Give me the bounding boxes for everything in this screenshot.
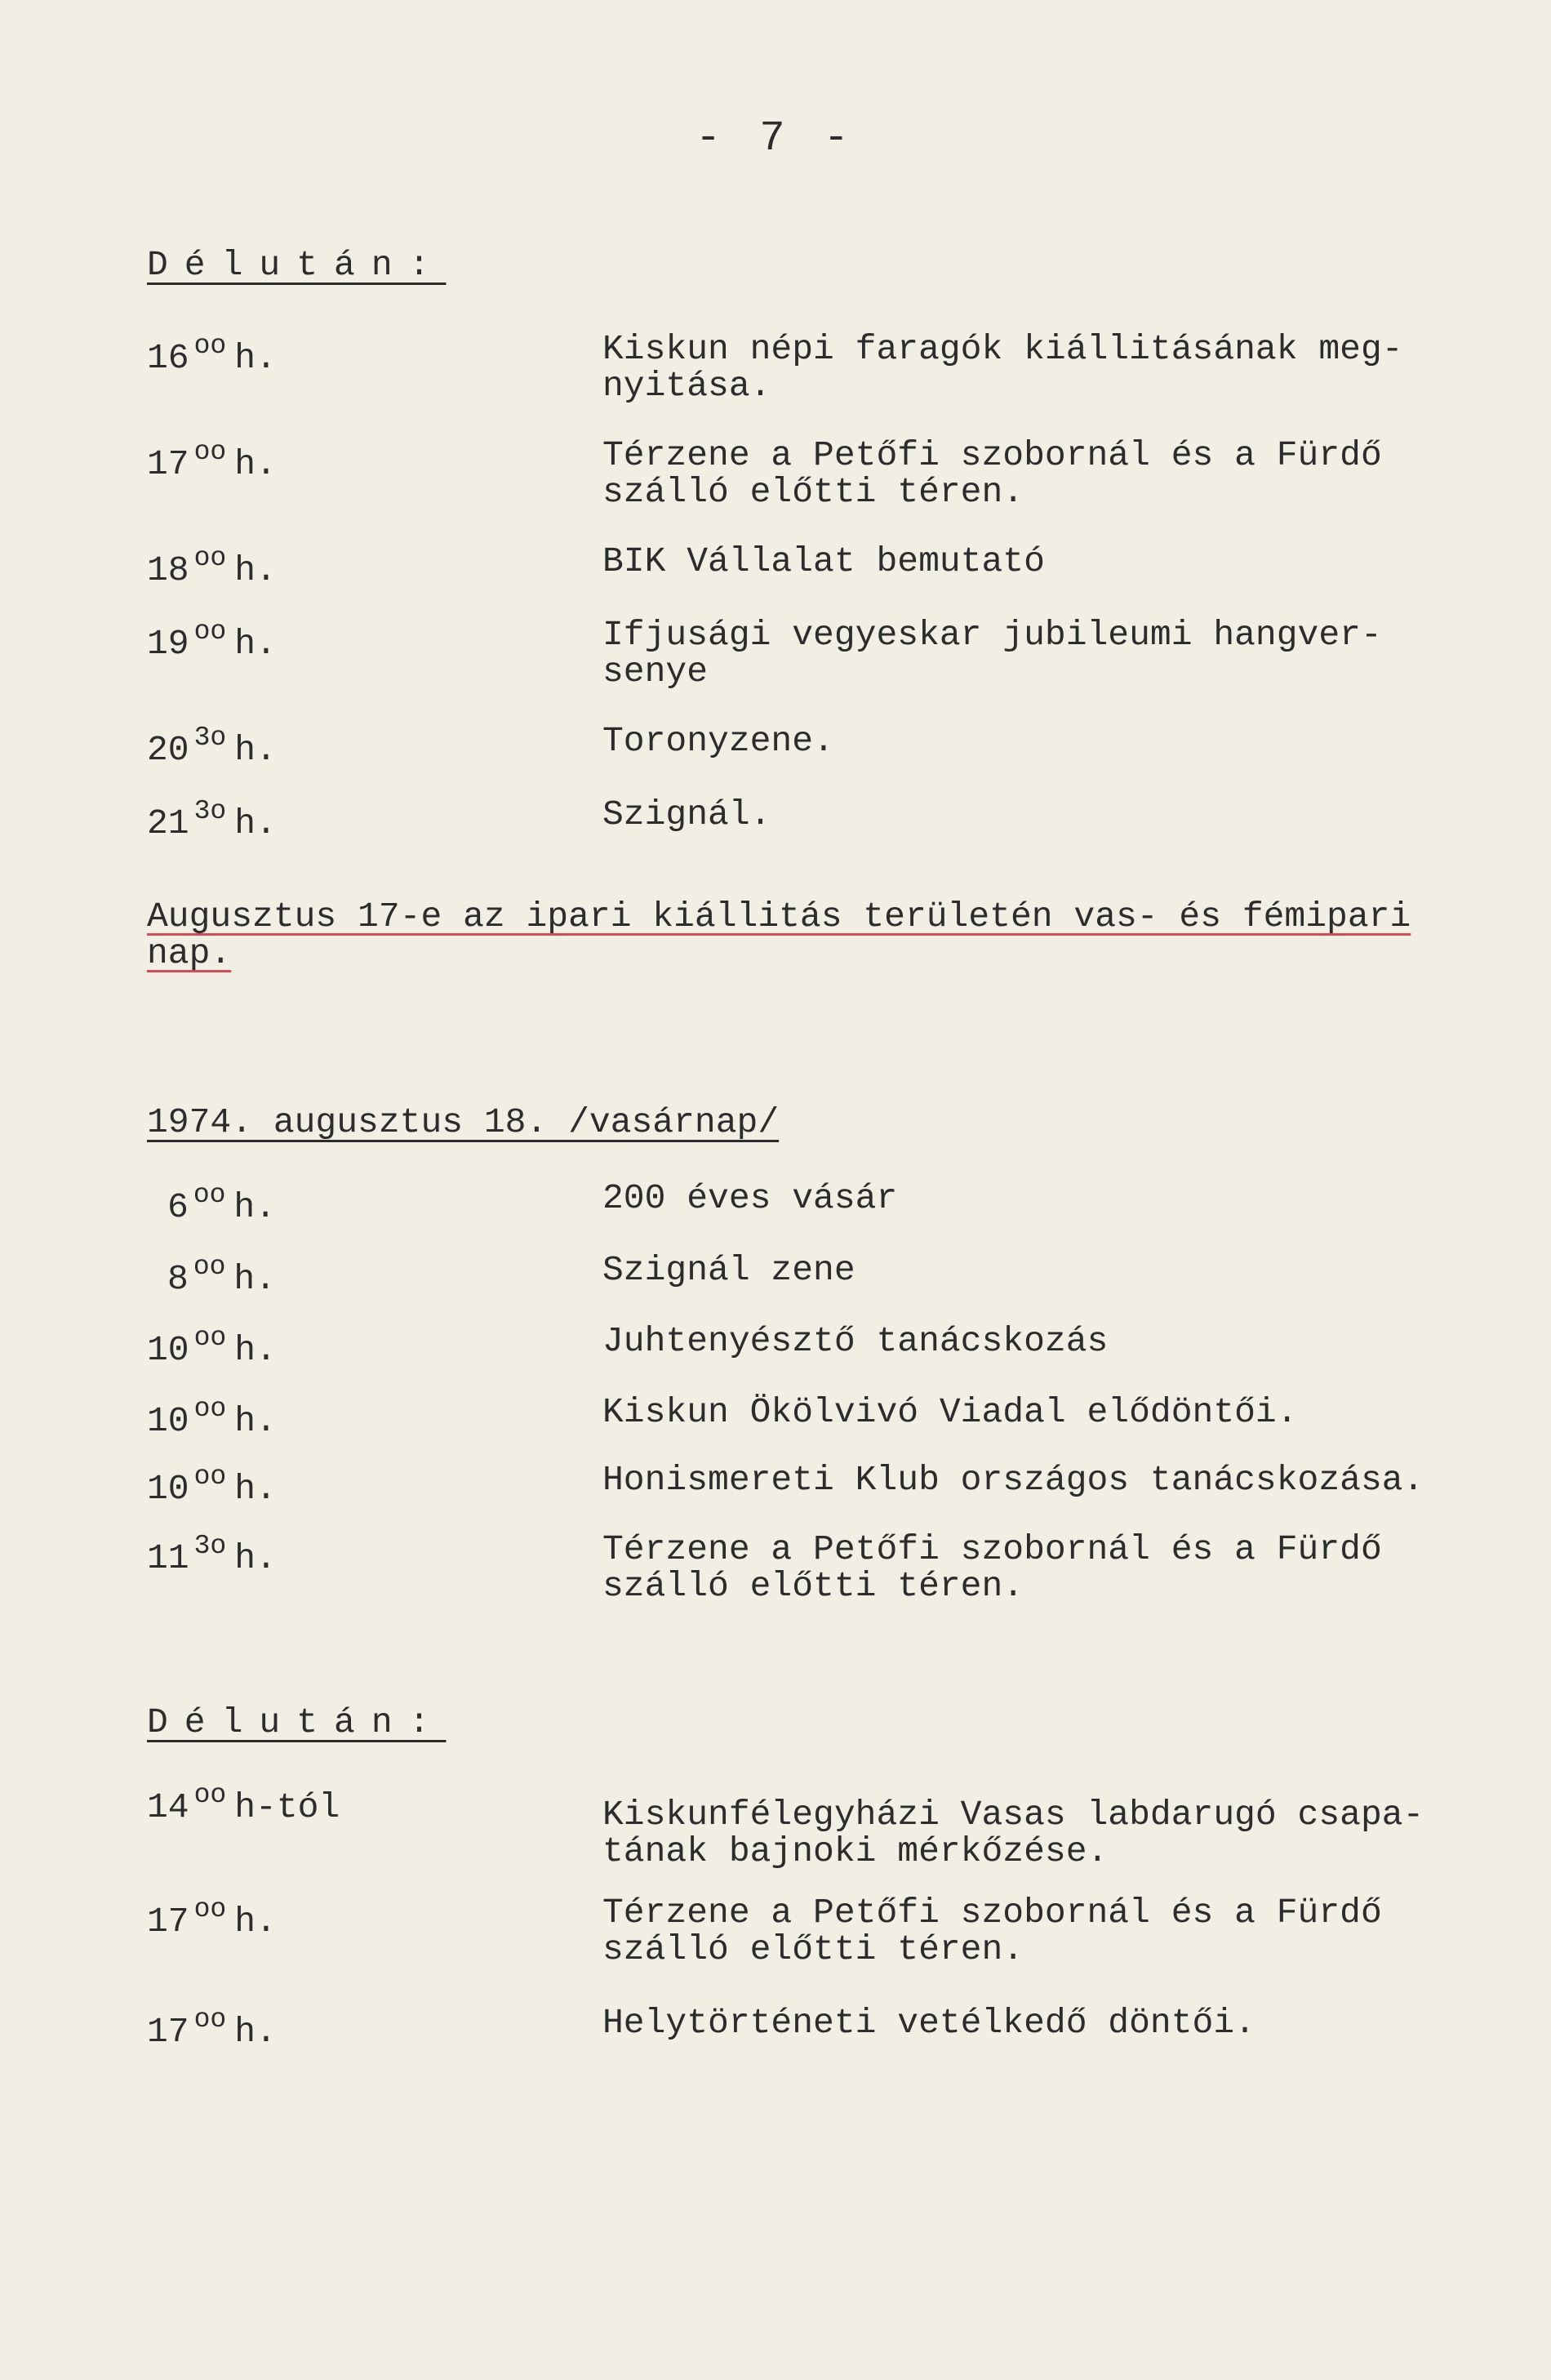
schedule-time: 17 $^{oo}$ h. xyxy=(147,437,277,484)
schedule-row xyxy=(0,1180,1551,1261)
schedule-row xyxy=(0,723,1551,804)
schedule-time: 14 $^{oo}$ h-tól xyxy=(147,1780,340,1827)
schedule-time: 21 $^{3o}$ h. xyxy=(147,796,277,843)
section-heading-afternoon: Délután: xyxy=(147,1702,447,1742)
schedule-event: Toronyzene. xyxy=(602,721,834,761)
schedule-row xyxy=(0,1531,1551,1613)
schedule-row xyxy=(0,1780,1551,1871)
schedule-event: Szignál. xyxy=(602,794,771,834)
notice-line: nap. xyxy=(147,933,232,973)
schedule-event: Térzene a Petőfi szobornál és a Fürdő szálló előtti téren. xyxy=(602,1893,1382,1969)
schedule-time: 16 $^{oo}$ h. xyxy=(147,331,277,378)
schedule-time: 10 $^{oo}$ h. xyxy=(147,1323,277,1370)
schedule-time: 10 $^{oo}$ h. xyxy=(147,1394,277,1441)
schedule-row xyxy=(0,796,1551,878)
schedule-time: 17 $^{oo}$ h. xyxy=(147,1894,277,1942)
schedule-event: BIK Vállalat bemutató xyxy=(602,541,1045,581)
schedule-event: 200 éves vásár xyxy=(602,1178,898,1218)
schedule-event: Térzene a Petőfi szobornál és a Fürdő szálló előtti téren. xyxy=(602,435,1382,512)
schedule-event: Kiskun Ökölvivó Viadal elődöntői. xyxy=(602,1392,1298,1432)
schedule-time: 10 $^{oo}$ h. xyxy=(147,1461,277,1509)
schedule-event: Honismereti Klub országos tanácskozása. xyxy=(602,1460,1424,1500)
schedule-time: 11 $^{3o}$ h. xyxy=(147,1531,277,1578)
schedule-event: Juhtenyésztő tanácskozás xyxy=(602,1321,1109,1361)
notice-line: Augusztus 17-e az ipari kiállitás területén vas- és fémipari xyxy=(147,896,1411,936)
schedule-event: Helytörténeti vetélkedő döntői. xyxy=(602,2003,1255,2043)
schedule-time: 18 $^{oo}$ h. xyxy=(147,543,277,590)
section-heading-afternoon: Délután: xyxy=(147,245,447,285)
schedule-event: Térzene a Petőfi szobornál és a Fürdő szálló előtti téren. xyxy=(602,1529,1382,1606)
schedule-event: Kiskunfélegyházi Vasas labdarugó csapa- tának bajnoki mérkőzése. xyxy=(602,1795,1424,1871)
schedule-row xyxy=(0,1894,1551,1976)
industry-day-notice xyxy=(147,898,1469,972)
page-number: - 7 - xyxy=(695,114,856,162)
schedule-row xyxy=(0,616,1551,698)
schedule-time: 20 $^{3o}$ h. xyxy=(147,723,277,770)
schedule-row xyxy=(0,437,1551,518)
schedule-time: 8 $^{oo}$ h. xyxy=(167,1252,277,1299)
schedule-event: Kiskun népi faragók kiállitásának meg- nyitása. xyxy=(602,329,1403,406)
schedule-row xyxy=(0,2004,1551,2086)
schedule-event: Ifjusági vegyeskar jubileumi hangver- senye xyxy=(602,615,1382,692)
schedule-time: 6 $^{oo}$ h. xyxy=(167,1180,277,1227)
schedule-row xyxy=(0,543,1551,625)
date-heading: 1974. augusztus 18. /vasárnap/ xyxy=(147,1102,780,1142)
schedule-time: 17 $^{oo}$ h. xyxy=(147,2004,277,2052)
schedule-row xyxy=(0,331,1551,412)
schedule-time: 19 $^{oo}$ h. xyxy=(147,616,277,664)
schedule-event: Szignál zene xyxy=(602,1250,855,1290)
